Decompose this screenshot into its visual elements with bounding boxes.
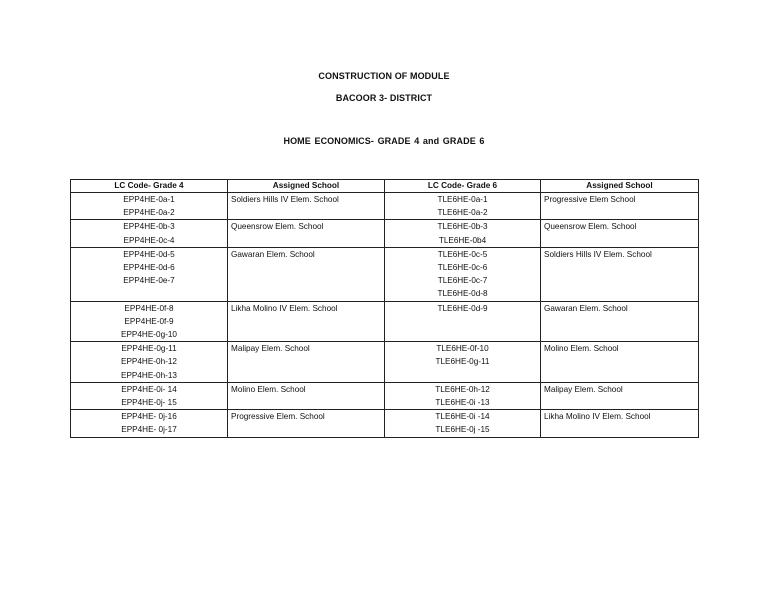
lc-code: EPP4HE-0e-7 [123, 276, 175, 286]
table-row [71, 220, 699, 247]
district-heading: BACOOR 3- DISTRICT [335, 93, 433, 103]
table-header-row [71, 180, 699, 193]
lc-code: EPP4HE-0a-2 [123, 208, 175, 218]
grade4-codes-cell [71, 247, 228, 301]
lc-code: EPP4HE-0g-11 [121, 344, 177, 354]
column-header-lc-grade4: LC Code- Grade 4 [71, 180, 228, 193]
grade6-codes-cell [385, 382, 541, 409]
grade6-codes-cell [385, 410, 541, 437]
table-row [71, 247, 699, 301]
lc-code: EPP4HE-0d-5 [123, 249, 175, 259]
lc-code: TLE6HE-0i -14 [435, 412, 490, 422]
grade6-codes-cell [385, 220, 541, 247]
lc-code: EPP4HE-0c-4 [123, 235, 175, 245]
grade4-school-cell: Progressive Elem. School [228, 410, 385, 437]
lc-code: TLE6HE-0b-3 [437, 222, 488, 232]
grade6-codes-cell [385, 301, 541, 342]
document-title: CONSTRUCTION OF MODULE [318, 71, 450, 81]
table-row [71, 193, 699, 220]
grade6-school-cell: Malipay Elem. School [541, 382, 699, 409]
lc-code: TLE6HE-0j -15 [435, 425, 490, 435]
grade6-school-cell: Queensrow Elem. School [541, 220, 699, 247]
lc-code: TLE6HE-0a-2 [437, 208, 488, 218]
grade4-school-cell: Gawaran Elem. School [228, 247, 385, 301]
grade4-codes-cell [71, 193, 228, 220]
grade6-codes-cell [385, 193, 541, 220]
lc-code-table [70, 179, 699, 438]
lc-code: TLE6HE-0c-5 [437, 249, 488, 259]
table-row [71, 342, 699, 383]
grade6-school-cell: Soldiers Hills IV Elem. School [541, 247, 699, 301]
lc-code: EPP4HE-0g-10 [121, 330, 177, 340]
lc-code: EPP4HE-0h-13 [121, 370, 177, 380]
lc-code: TLE6HE-0d-8 [437, 289, 488, 299]
grade6-school-cell: Gawaran Elem. School [541, 301, 699, 342]
lc-code: TLE6HE-0b4 [438, 235, 487, 245]
grade4-codes-cell [71, 342, 228, 383]
column-header-school-grade4: Assigned School [228, 180, 385, 193]
lc-code: EPP4HE-0h-12 [121, 357, 177, 367]
grade4-school-cell: Malipay Elem. School [228, 342, 385, 383]
lc-code: EPP4HE-0f-9 [124, 316, 174, 326]
lc-code: EPP4HE- 0j-16 [121, 412, 177, 422]
grade4-codes-cell [71, 410, 228, 437]
lc-code: TLE6HE-0i -13 [435, 398, 490, 408]
table-row [71, 410, 699, 437]
lc-code: EPP4HE-0i- 14 [121, 384, 177, 394]
table-row [71, 301, 699, 342]
lc-code: EPP4HE-0b-3 [123, 222, 175, 232]
lc-code: EPP4HE-0d-6 [123, 263, 175, 273]
table-row [71, 382, 699, 409]
grade6-school-cell: Likha Molino IV Elem. School [541, 410, 699, 437]
column-header-lc-grade6: LC Code- Grade 6 [385, 180, 541, 193]
grade6-school-cell: Progressive Elem School [541, 193, 699, 220]
lc-code: TLE6HE-0c-6 [437, 263, 488, 273]
lc-code: TLE6HE-0g-11 [435, 357, 490, 367]
grade4-school-cell: Soldiers Hills IV Elem. School [228, 193, 385, 220]
lc-code: EPP4HE-0a-1 [123, 195, 175, 204]
lc-code: EPP4HE-0f-8 [124, 303, 174, 313]
lc-code: TLE6HE-0h-12 [435, 384, 490, 394]
lc-code: EPP4HE- 0j-17 [121, 425, 177, 435]
lc-code: TLE6HE-0c-7 [437, 276, 488, 286]
grade6-codes-cell [385, 342, 541, 383]
grade4-school-cell: Queensrow Elem. School [228, 220, 385, 247]
grade6-school-cell: Molino Elem. School [541, 342, 699, 383]
column-header-school-grade6: Assigned School [541, 180, 699, 193]
grade4-codes-cell [71, 220, 228, 247]
lc-code: TLE6HE-0a-1 [437, 195, 488, 204]
grade4-codes-cell [71, 301, 228, 342]
subject-heading: HOME ECONOMICS- GRADE 4 and GRADE 6 [283, 136, 485, 146]
lc-code: EPP4HE-0j- 15 [121, 398, 177, 408]
grade6-codes-cell [385, 247, 541, 301]
grade4-school-cell: Molino Elem. School [228, 382, 385, 409]
grade4-school-cell: Likha Molino IV Elem. School [228, 301, 385, 342]
lc-code: TLE6HE-0f-10 [436, 344, 489, 354]
lc-code: TLE6HE-0d-9 [437, 303, 488, 313]
grade4-codes-cell [71, 382, 228, 409]
